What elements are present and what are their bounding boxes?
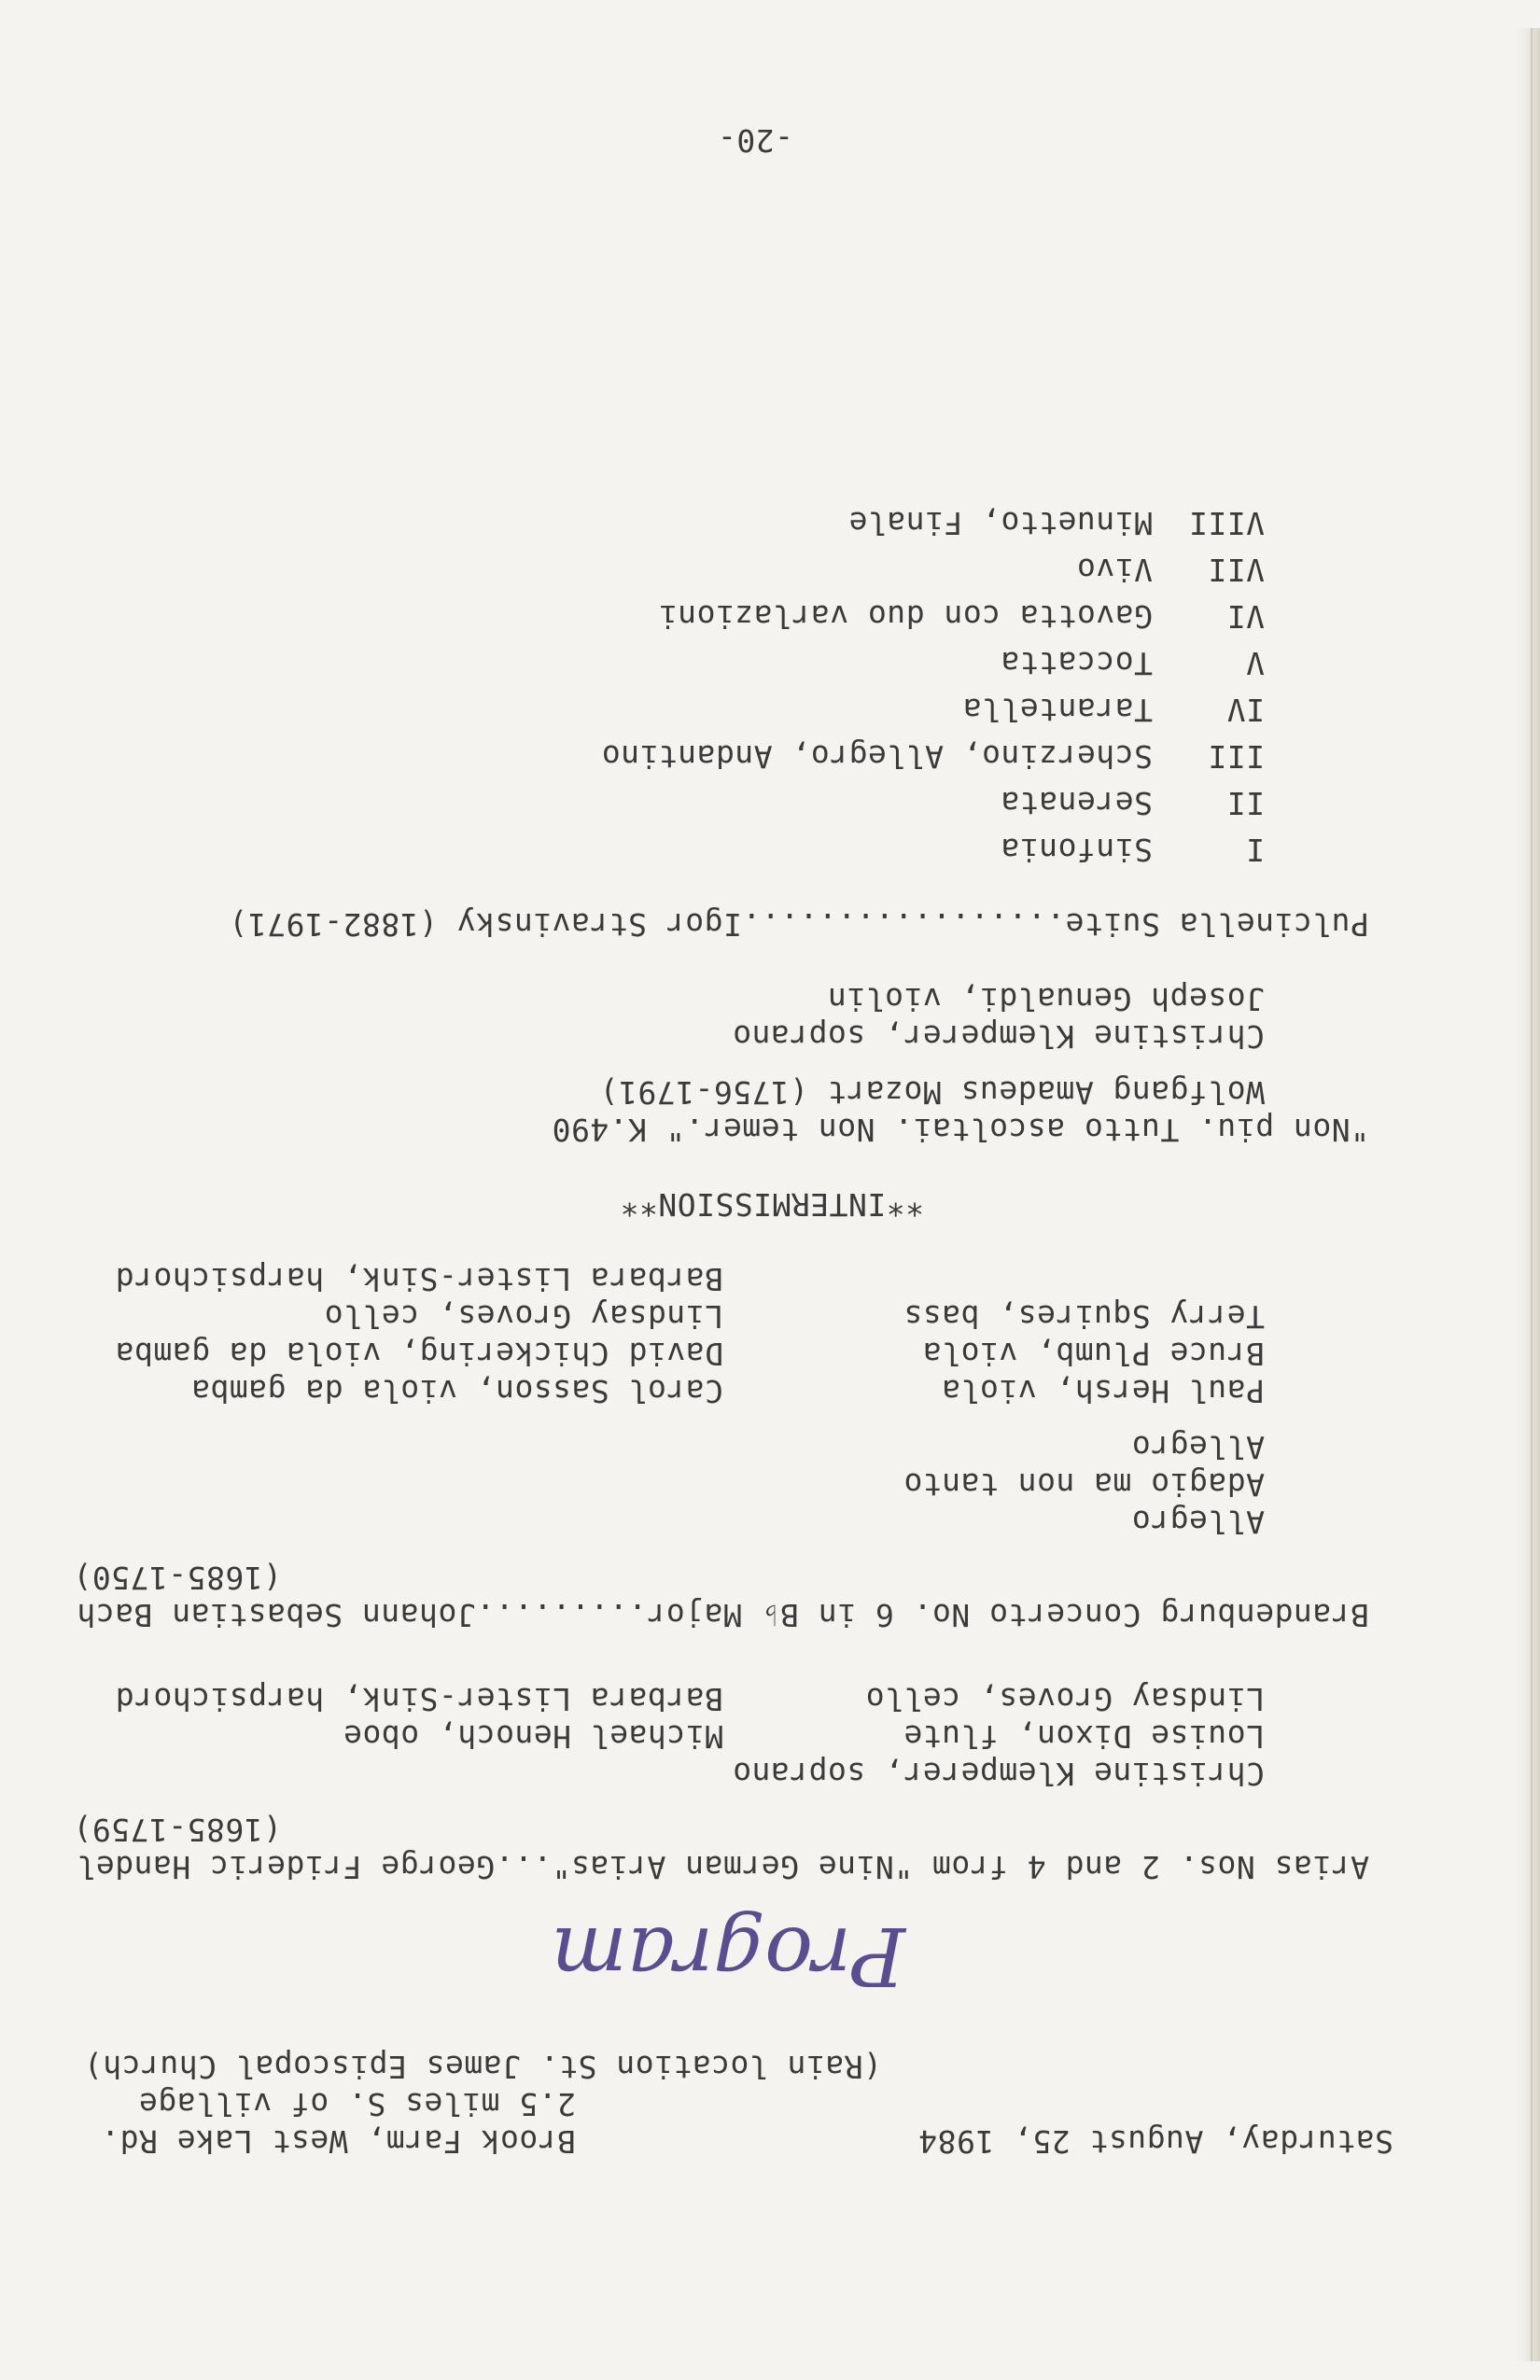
mozart-composer: Wolfgang Amadeus Mozart (1756-1791) (599, 1074, 1265, 1111)
movement-number: III (1207, 738, 1265, 775)
bach-performer: Lindsay Groves, cello (324, 1298, 723, 1335)
intermission: **INTERMISSION** (620, 1186, 924, 1223)
mozart-performer: Joseph Genualdi, violin (827, 981, 1265, 1017)
movement-name: Gavotta con duo varlazioni (658, 598, 1153, 635)
movement-number: V (1245, 645, 1265, 681)
handel-performer: Michael Henoch, oboe (343, 1718, 723, 1755)
movement-name: Toccatta (1001, 645, 1153, 681)
handel-performer: Barbara Lister-Sink, harpsichord (115, 1681, 723, 1717)
movement-name: Sinfonia (1001, 832, 1153, 868)
movement-name: Serenata (1001, 785, 1153, 821)
handel-soloist: Christine Klemperer, soprano (732, 1756, 1265, 1792)
movement-number: VI (1226, 598, 1265, 635)
page-number: -20- (717, 122, 793, 159)
venue-line-3: (Rain location St. James Episcopal Church) (83, 2049, 882, 2085)
bach-heading: Brandenburg Concerto No. 6 in B♭ Major.........Johann Sebastian Bach (76, 1597, 1369, 1633)
movement-number: VII (1207, 552, 1265, 588)
bach-movement: Allegro (1131, 1429, 1265, 1465)
bach-performer: Barbara Lister-Sink, harpsichord (115, 1261, 723, 1297)
bach-movement: Allegro (1131, 1504, 1265, 1540)
mozart-performer: Christine Klemperer, soprano (732, 1018, 1265, 1055)
binding-edge (1514, 28, 1540, 2361)
movement-number: I (1245, 832, 1265, 868)
movement-name: Tarantella (962, 692, 1153, 728)
movement-name: Scherzino, Allegro, Andantino (601, 738, 1153, 775)
handel-performer: Louise Dixon, flute (903, 1718, 1265, 1755)
bach-performer: David Chickering, viola da gamba (115, 1336, 723, 1372)
movement-name: Vivo (1076, 552, 1153, 588)
venue-line-2: 2.5 miles S. of village (138, 2086, 576, 2122)
handel-dates: (1685-1759) (72, 1812, 282, 1848)
bach-dates: (1685-1750) (72, 1560, 282, 1596)
handel-heading: Arias Nos. 2 and 4 from "Nine German Arias"...George Frideric Handel (76, 1849, 1369, 1885)
mozart-heading: "Non piu. Tutto ascoltai. Non temer." K.490 (552, 1112, 1369, 1148)
bach-performer: Paul Hersh, viola (941, 1373, 1265, 1409)
movement-name: Minuetto, Finale (848, 505, 1153, 541)
binding-line (1531, 28, 1533, 2361)
stravinsky-heading: Pulcinella Suite.................Igor Stravinsky (1882-1971) (228, 906, 1369, 943)
venue-line-1: Brook Farm, West Lake Rd. (100, 2123, 576, 2160)
movement-number: VIII (1188, 505, 1265, 541)
bach-performer: Terry Squires, bass (903, 1298, 1265, 1335)
bach-performer: Carol Sasson, viola da gamba (190, 1373, 723, 1409)
concert-date: Saturday, August 25, 1984 (917, 2123, 1393, 2160)
handel-performer: Lindsay Groves, cello (865, 1681, 1265, 1717)
bach-movement: Adagio ma non tanto (903, 1466, 1265, 1503)
program-title: Program (551, 1909, 905, 2002)
movement-number: II (1226, 785, 1265, 821)
movement-number: IV (1226, 692, 1265, 728)
bach-performer: Bruce Plumb, viola (922, 1336, 1265, 1372)
